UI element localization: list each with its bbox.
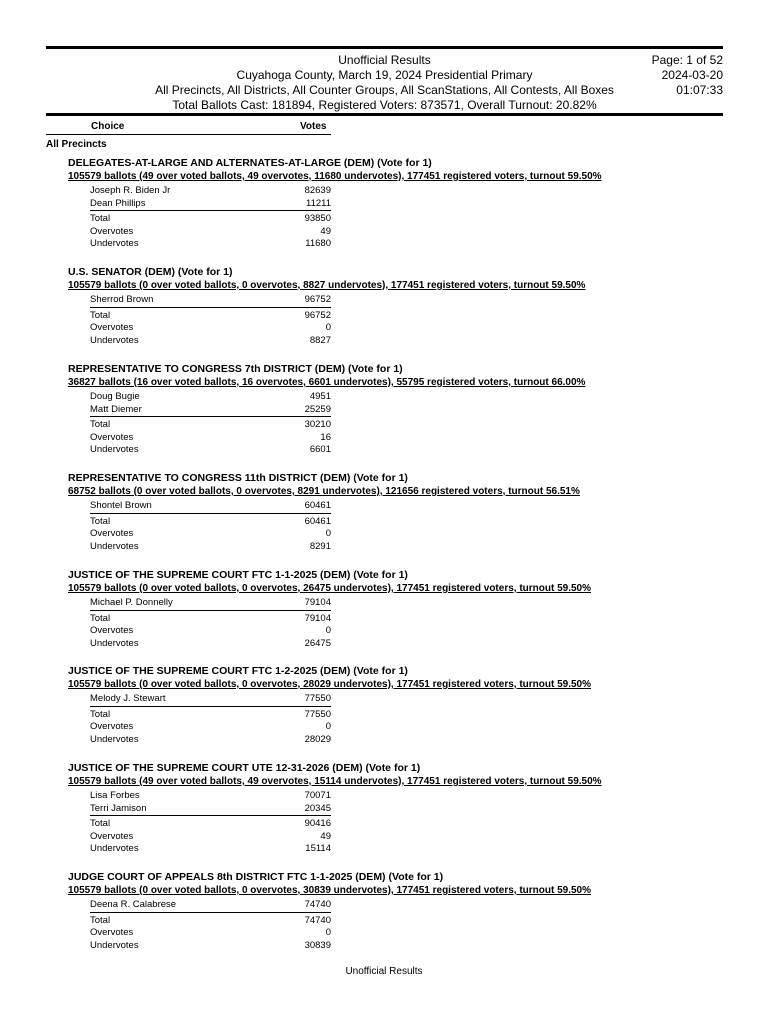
undervotes-row-value: 30839	[304, 939, 331, 951]
overvotes-row-label: Overvotes	[90, 830, 134, 842]
candidate-row-value: 79104	[304, 597, 331, 608]
candidate-row-value: 96752	[304, 294, 331, 305]
contest-results-table	[90, 294, 331, 347]
contest-block	[68, 762, 728, 856]
candidate-row-value: 60461	[304, 500, 331, 511]
overvotes-row-value: 0	[325, 625, 331, 637]
total-row-value: 93850	[304, 213, 331, 225]
candidate-row	[90, 185, 331, 198]
total-row-label: Total	[90, 612, 111, 624]
undervotes-row-value: 11680	[305, 238, 331, 250]
report-title: Unofficial Results	[338, 53, 431, 67]
contest-block	[68, 665, 728, 746]
candidate-row-value: 4951	[309, 391, 331, 402]
candidate-row-label: Terri Jamison	[90, 802, 147, 814]
total-row-label: Total	[90, 708, 111, 720]
undervotes-row-value: 26475	[304, 637, 331, 649]
column-header-rule	[46, 134, 331, 135]
undervotes-row	[90, 734, 331, 747]
votes-column-header: Votes	[300, 121, 327, 132]
overvotes-row-value: 0	[325, 721, 331, 733]
undervotes-row-value: 6601	[309, 444, 331, 456]
report-scope: All Precincts, All Districts, All Counter Groups, All ScanStations, All Contests, All Boxes	[155, 83, 614, 97]
undervotes-row-label: Undervotes	[90, 238, 139, 250]
overvotes-row-value: 49	[320, 830, 331, 842]
candidate-row	[90, 899, 331, 913]
candidate-row	[90, 404, 331, 418]
candidate-row-label: Shontel Brown	[90, 500, 152, 511]
overvotes-row	[90, 432, 331, 445]
total-row-value: 30210	[304, 419, 331, 431]
undervotes-row	[90, 638, 331, 651]
contest-summary: 105579 ballots (0 over voted ballots, 0 overvotes, 26475 undervotes), 177451 registered voters, turnout 59.50%	[68, 583, 592, 594]
candidate-row-label: Joseph R. Biden Jr	[90, 185, 171, 196]
total-row-label: Total	[90, 515, 111, 527]
choice-column-header: Choice	[91, 121, 125, 132]
contest-results-table	[90, 500, 331, 553]
candidate-row-label: Lisa Forbes	[90, 790, 140, 801]
overvotes-row-value: 16	[320, 431, 331, 443]
contest-title: JUSTICE OF THE SUPREME COURT FTC 1-2-2025 (DEM) (Vote for 1)	[68, 665, 408, 677]
contest-results-table	[90, 391, 331, 457]
top-rule	[46, 46, 723, 49]
contest-summary: 105579 ballots (49 over voted ballots, 49 overvotes, 11680 undervotes), 177451 registered voters, turnout 59.50%	[68, 171, 602, 182]
undervotes-row-value: 8291	[309, 540, 331, 552]
contest-block	[68, 569, 728, 650]
undervotes-row	[90, 541, 331, 554]
undervotes-row-label: Undervotes	[90, 540, 139, 552]
total-row	[90, 213, 331, 226]
candidate-row	[90, 597, 331, 611]
candidate-row-value: 77550	[304, 693, 331, 704]
candidate-row-value: 70071	[304, 790, 331, 801]
undervotes-row-label: Undervotes	[90, 939, 139, 951]
total-row-value: 90416	[304, 818, 331, 830]
candidate-row-label: Sherrod Brown	[90, 294, 154, 305]
candidate-row-label: Melody J. Stewart	[90, 693, 166, 704]
undervotes-row	[90, 238, 331, 251]
contest-summary: 105579 ballots (49 over voted ballots, 49 overvotes, 15114 undervotes), 177451 registered voters, turnout 59.50%	[68, 776, 602, 787]
undervotes-row-value: 28029	[304, 733, 331, 745]
contest-summary: 105579 ballots (0 over voted ballots, 0 overvotes, 28029 undervotes), 177451 registered voters, turnout 59.50%	[68, 679, 592, 690]
report-date: 2024-03-20	[661, 68, 723, 82]
section-label: All Precincts	[46, 139, 107, 150]
overvotes-row-value: 0	[325, 322, 331, 334]
undervotes-row-label: Undervotes	[90, 444, 139, 456]
overvotes-row	[90, 831, 331, 844]
contest-title: REPRESENTATIVE TO CONGRESS 11th DISTRICT (DEM) (Vote for 1)	[68, 472, 408, 484]
total-row	[90, 310, 331, 323]
candidate-row	[90, 500, 331, 514]
total-row-label: Total	[90, 818, 111, 830]
contest-results-table	[90, 693, 331, 746]
total-row-label: Total	[90, 914, 111, 926]
undervotes-row-label: Undervotes	[90, 733, 139, 745]
total-row-label: Total	[90, 213, 111, 225]
contest-block	[68, 157, 728, 251]
undervotes-row-value: 8827	[309, 334, 331, 346]
undervotes-row-label: Undervotes	[90, 843, 139, 855]
total-row	[90, 818, 331, 831]
contest-results-table	[90, 790, 331, 856]
footer-text: Unofficial Results	[345, 966, 423, 977]
contest-block	[68, 871, 728, 952]
contest-block	[68, 363, 728, 457]
total-row-value: 77550	[304, 708, 331, 720]
overvotes-row-value: 0	[325, 528, 331, 540]
candidate-row-label: Doug Bugie	[90, 391, 140, 402]
overvotes-row	[90, 927, 331, 940]
contest-block	[68, 266, 728, 347]
total-row	[90, 516, 331, 529]
candidate-row-label: Matt Diemer	[90, 403, 142, 415]
total-row-value: 74740	[304, 914, 331, 926]
contest-results-table	[90, 185, 331, 251]
undervotes-row-label: Undervotes	[90, 637, 139, 649]
total-row-label: Total	[90, 419, 111, 431]
contest-title: JUSTICE OF THE SUPREME COURT UTE 12-31-2026 (DEM) (Vote for 1)	[68, 762, 421, 774]
total-row	[90, 613, 331, 626]
candidate-row-value: 74740	[304, 899, 331, 910]
contest-title: DELEGATES-AT-LARGE AND ALTERNATES-AT-LARGE (DEM) (Vote for 1)	[68, 157, 432, 169]
candidate-row-label: Dean Phillips	[90, 197, 146, 209]
contest-title: JUDGE COURT OF APPEALS 8th DISTRICT FTC 1-1-2025 (DEM) (Vote for 1)	[68, 871, 444, 883]
overvotes-row-label: Overvotes	[90, 927, 134, 939]
overvotes-row-label: Overvotes	[90, 625, 134, 637]
contest-summary: 105579 ballots (0 over voted ballots, 0 overvotes, 8827 undervotes), 177451 registered voters, turnout 59.50%	[68, 280, 586, 291]
overvotes-row	[90, 528, 331, 541]
undervotes-row-label: Undervotes	[90, 334, 139, 346]
overvotes-row	[90, 625, 331, 638]
overvotes-row-label: Overvotes	[90, 528, 134, 540]
candidate-row-label: Deena R. Calabrese	[90, 899, 177, 910]
candidate-row-value: 11211	[305, 197, 331, 209]
contest-results-table	[90, 899, 331, 952]
candidate-row-value: 82639	[304, 185, 331, 196]
overvotes-row	[90, 322, 331, 335]
overvotes-row-value: 49	[320, 225, 331, 237]
overvotes-row-label: Overvotes	[90, 431, 134, 443]
overvotes-row-label: Overvotes	[90, 721, 134, 733]
candidate-row	[90, 391, 331, 404]
contest-block	[68, 472, 728, 553]
total-row	[90, 915, 331, 928]
overvotes-row-value: 0	[325, 927, 331, 939]
contest-title: U.S. SENATOR (DEM) (Vote for 1)	[68, 266, 233, 278]
report-time: 01:07:33	[676, 83, 723, 97]
overvotes-row	[90, 721, 331, 734]
undervotes-row	[90, 444, 331, 457]
undervotes-row	[90, 940, 331, 953]
total-row	[90, 709, 331, 722]
contest-summary: 105579 ballots (0 over voted ballots, 0 overvotes, 30839 undervotes), 177451 registered voters, turnout 59.50%	[68, 885, 592, 896]
undervotes-row	[90, 843, 331, 856]
candidate-row	[90, 693, 331, 707]
total-row-value: 96752	[304, 309, 331, 321]
total-row-value: 79104	[304, 612, 331, 624]
total-row-value: 60461	[304, 515, 331, 527]
overvotes-row	[90, 226, 331, 239]
overvotes-row-label: Overvotes	[90, 225, 134, 237]
candidate-row-value: 20345	[304, 802, 331, 814]
candidate-row-value: 25259	[304, 403, 331, 415]
candidate-row	[90, 294, 331, 308]
total-row	[90, 419, 331, 432]
contest-summary: 36827 ballots (16 over voted ballots, 16 overvotes, 6601 undervotes), 55795 registered voters, turnout 66.00%	[68, 377, 586, 388]
overvotes-row-label: Overvotes	[90, 322, 134, 334]
contest-title: JUSTICE OF THE SUPREME COURT FTC 1-1-2025 (DEM) (Vote for 1)	[68, 569, 408, 581]
total-row-label: Total	[90, 309, 111, 321]
report-totals: Total Ballots Cast: 181894, Registered Voters: 873571, Overall Turnout: 20.82%	[172, 98, 597, 112]
candidate-row	[90, 198, 331, 212]
contest-title: REPRESENTATIVE TO CONGRESS 7th DISTRICT (DEM) (Vote for 1)	[68, 363, 403, 375]
contest-summary: 68752 ballots (0 over voted ballots, 0 overvotes, 8291 undervotes), 121656 registered voters, turnout 56.51%	[68, 486, 580, 497]
candidate-row-label: Michael P. Donnelly	[90, 597, 173, 608]
contest-results-table	[90, 597, 331, 650]
undervotes-row-value: 15114	[305, 843, 331, 855]
header-rule	[46, 113, 723, 116]
candidate-row	[90, 803, 331, 817]
page-number: Page: 1 of 52	[651, 53, 723, 67]
report-subtitle: Cuyahoga County, March 19, 2024 Presidential Primary	[236, 68, 533, 82]
candidate-row	[90, 790, 331, 803]
undervotes-row	[90, 335, 331, 348]
